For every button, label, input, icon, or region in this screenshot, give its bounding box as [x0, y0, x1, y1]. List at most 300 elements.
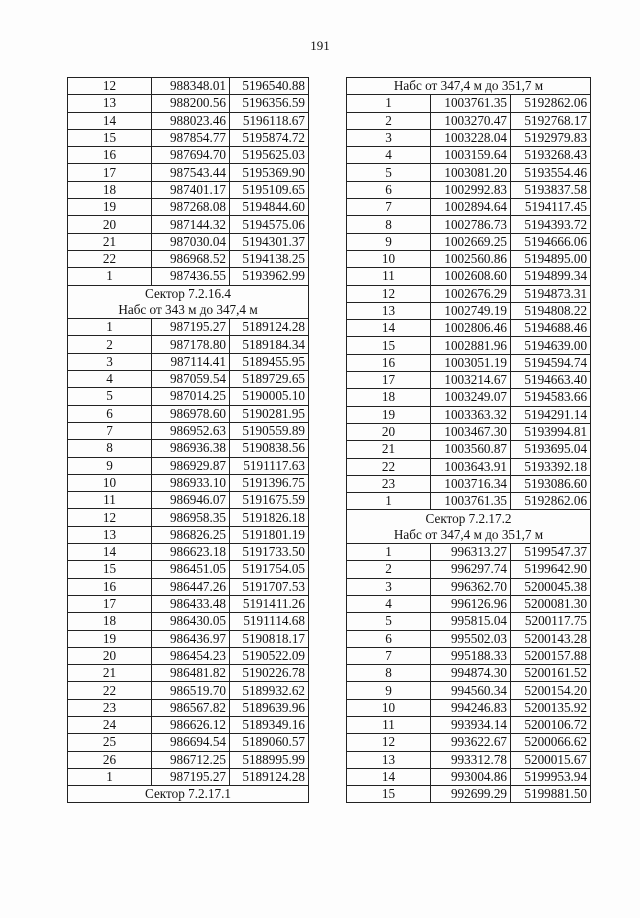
- coordinate-x: 994560.34: [431, 682, 511, 699]
- coordinate-y: 5193837.58: [511, 181, 591, 198]
- coordinate-y: 5199547.37: [511, 544, 591, 561]
- coordinate-y: 5190818.17: [230, 630, 309, 647]
- coordinate-y: 5189455.95: [230, 353, 309, 370]
- coordinate-x: 1003159.64: [431, 147, 511, 164]
- point-number: 15: [347, 786, 431, 803]
- section-header-row: [347, 78, 591, 95]
- coordinate-x: 1003761.35: [431, 493, 511, 510]
- coordinate-x: 987195.27: [152, 768, 230, 785]
- table-row: [68, 613, 309, 630]
- point-number: 15: [68, 129, 152, 146]
- coordinate-x: 986946.07: [152, 492, 230, 509]
- coordinate-x: 987854.77: [152, 129, 230, 146]
- coordinate-x: 1003716.34: [431, 475, 511, 492]
- coordinate-y: 5194117.45: [511, 199, 591, 216]
- coordinate-y: 5190005.10: [230, 388, 309, 405]
- point-number: 8: [68, 440, 152, 457]
- point-number: 14: [68, 112, 152, 129]
- coordinate-y: 5192862.06: [511, 493, 591, 510]
- coordinate-y: 5193268.43: [511, 147, 591, 164]
- point-number: 3: [347, 129, 431, 146]
- coordinate-y: 5191675.59: [230, 492, 309, 509]
- coordinate-y: 5189639.96: [230, 699, 309, 716]
- coordinate-x: 987144.32: [152, 216, 230, 233]
- coordinate-y: 5200143.28: [511, 630, 591, 647]
- coordinate-y: 5200106.72: [511, 716, 591, 733]
- table-row: [68, 526, 309, 543]
- table-row: [68, 268, 309, 285]
- coordinate-y: 5191801.19: [230, 526, 309, 543]
- coordinate-x: 1002749.19: [431, 302, 511, 319]
- coordinate-x: 986451.05: [152, 561, 230, 578]
- coordinate-x: 1002992.83: [431, 181, 511, 198]
- table-row: [68, 78, 309, 95]
- table-row: [68, 371, 309, 388]
- coordinate-x: 987694.70: [152, 147, 230, 164]
- table-row: [68, 699, 309, 716]
- coordinate-y: 5194899.34: [511, 268, 591, 285]
- point-number: 19: [68, 630, 152, 647]
- coordinate-x: 1002786.73: [431, 216, 511, 233]
- coordinate-y: 5193962.99: [230, 268, 309, 285]
- table-row: [347, 647, 591, 664]
- coordinate-y: 5199953.94: [511, 768, 591, 785]
- table-row: [68, 665, 309, 682]
- table-row: [347, 285, 591, 302]
- point-number: 2: [347, 112, 431, 129]
- point-number: 17: [347, 372, 431, 389]
- coordinate-y: 5193392.18: [511, 458, 591, 475]
- table-row: [68, 734, 309, 751]
- coordinates-table-left: [67, 77, 309, 803]
- coordinate-y: 5199881.50: [511, 786, 591, 803]
- coordinate-y: 5190838.56: [230, 440, 309, 457]
- table-row: [68, 647, 309, 664]
- coordinate-y: 5194291.14: [511, 406, 591, 423]
- table-row: [68, 164, 309, 181]
- table-row: [68, 353, 309, 370]
- coordinate-x: 986958.35: [152, 509, 230, 526]
- point-number: 21: [68, 233, 152, 250]
- point-number: 22: [347, 458, 431, 475]
- table-row: [347, 250, 591, 267]
- table-row: [68, 129, 309, 146]
- table-row: [347, 493, 591, 510]
- point-number: 5: [347, 164, 431, 181]
- table-row: [347, 458, 591, 475]
- point-number: 14: [347, 768, 431, 785]
- table-row: [68, 319, 309, 336]
- point-number: 11: [347, 268, 431, 285]
- section-header: Набс от 347,4 м до 351,7 м: [347, 78, 591, 95]
- table-row: [68, 440, 309, 457]
- coordinate-y: 5195625.03: [230, 147, 309, 164]
- point-number: 3: [347, 578, 431, 595]
- coordinate-x: 987543.44: [152, 164, 230, 181]
- table-row: [347, 561, 591, 578]
- table-row: [68, 751, 309, 768]
- coordinate-x: 986933.10: [152, 474, 230, 491]
- coordinate-x: 986433.48: [152, 595, 230, 612]
- point-number: 5: [347, 613, 431, 630]
- point-number: 6: [68, 405, 152, 422]
- point-number: 14: [347, 320, 431, 337]
- coordinate-y: 5188995.99: [230, 751, 309, 768]
- point-number: 10: [68, 474, 152, 491]
- coordinate-y: 5194301.37: [230, 233, 309, 250]
- coordinate-x: 986519.70: [152, 682, 230, 699]
- table-row: [68, 474, 309, 491]
- point-number: 17: [68, 164, 152, 181]
- point-number: 14: [68, 544, 152, 561]
- coordinate-y: 5194594.74: [511, 354, 591, 371]
- point-number: 23: [68, 699, 152, 716]
- coordinate-y: 5194808.22: [511, 302, 591, 319]
- table-row: [347, 129, 591, 146]
- table-row: [68, 336, 309, 353]
- coordinate-y: 5192979.83: [511, 129, 591, 146]
- coordinate-x: 993622.67: [431, 734, 511, 751]
- table-row: [68, 388, 309, 405]
- point-number: 10: [347, 699, 431, 716]
- table-row: [347, 233, 591, 250]
- coordinate-y: 5196118.67: [230, 112, 309, 129]
- coordinate-x: 996313.27: [431, 544, 511, 561]
- point-number: 24: [68, 716, 152, 733]
- point-number: 1: [347, 493, 431, 510]
- table-row: [68, 768, 309, 785]
- table-row: [68, 216, 309, 233]
- table-row: [68, 199, 309, 216]
- coordinate-x: 986481.82: [152, 665, 230, 682]
- coordinate-y: 5193695.04: [511, 441, 591, 458]
- table-row: [347, 423, 591, 440]
- coordinate-y: 5196356.59: [230, 95, 309, 112]
- coordinate-y: 5190522.09: [230, 647, 309, 664]
- coordinate-x: 1003560.87: [431, 441, 511, 458]
- point-number: 26: [68, 751, 152, 768]
- table-row: [68, 682, 309, 699]
- table-row: [347, 406, 591, 423]
- point-number: 20: [68, 216, 152, 233]
- table-row: [347, 699, 591, 716]
- coordinate-x: 987114.41: [152, 353, 230, 370]
- table-row: [347, 682, 591, 699]
- point-number: 6: [347, 630, 431, 647]
- coordinate-x: 987195.27: [152, 319, 230, 336]
- table-row: [68, 595, 309, 612]
- coordinate-x: 1002608.60: [431, 268, 511, 285]
- point-number: 15: [68, 561, 152, 578]
- table-row: [347, 199, 591, 216]
- point-number: 9: [347, 682, 431, 699]
- coordinate-x: 986712.25: [152, 751, 230, 768]
- coordinate-x: 988200.56: [152, 95, 230, 112]
- coordinate-y: 5199642.90: [511, 561, 591, 578]
- table-row: [347, 389, 591, 406]
- coordinate-x: 1003643.91: [431, 458, 511, 475]
- coordinate-x: 1003081.20: [431, 164, 511, 181]
- coordinate-y: 5195369.90: [230, 164, 309, 181]
- coordinate-x: 996297.74: [431, 561, 511, 578]
- coordinate-y: 5195109.65: [230, 181, 309, 198]
- coordinate-x: 987014.25: [152, 388, 230, 405]
- coordinate-x: 987059.54: [152, 371, 230, 388]
- coordinate-x: 986694.54: [152, 734, 230, 751]
- coordinate-x: 988023.46: [152, 112, 230, 129]
- coordinate-x: 1002806.46: [431, 320, 511, 337]
- coordinate-x: 986436.97: [152, 630, 230, 647]
- point-number: 12: [68, 509, 152, 526]
- table-row: [68, 405, 309, 422]
- point-number: 1: [347, 544, 431, 561]
- coordinate-x: 996126.96: [431, 595, 511, 612]
- section-header: Сектор 7.2.17.2: [347, 510, 591, 527]
- coordinate-y: 5189729.65: [230, 371, 309, 388]
- coordinate-x: 986567.82: [152, 699, 230, 716]
- table-row: [347, 786, 591, 803]
- point-number: 11: [68, 492, 152, 509]
- point-number: 1: [68, 768, 152, 785]
- point-number: 13: [347, 302, 431, 319]
- table-row: [347, 302, 591, 319]
- table-row: [347, 181, 591, 198]
- section-header: Набс от 347,4 м до 351,7 м: [347, 527, 591, 544]
- point-number: 7: [347, 647, 431, 664]
- coordinate-y: 5191411.26: [230, 595, 309, 612]
- coordinate-y: 5194575.06: [230, 216, 309, 233]
- table-row: [347, 337, 591, 354]
- coordinate-y: 5200045.38: [511, 578, 591, 595]
- point-number: 5: [68, 388, 152, 405]
- table-row: [347, 441, 591, 458]
- point-number: 11: [347, 716, 431, 733]
- table-row: [68, 509, 309, 526]
- table-row: [347, 768, 591, 785]
- coordinate-x: 994246.83: [431, 699, 511, 716]
- coordinate-y: 5196540.88: [230, 78, 309, 95]
- coordinate-y: 5194666.06: [511, 233, 591, 250]
- coordinate-y: 5200161.52: [511, 665, 591, 682]
- coordinate-x: 1003228.04: [431, 129, 511, 146]
- coordinate-x: 1003214.67: [431, 372, 511, 389]
- table-row: [347, 95, 591, 112]
- point-number: 23: [347, 475, 431, 492]
- point-number: 1: [68, 268, 152, 285]
- table-row: [347, 751, 591, 768]
- table-row: [68, 578, 309, 595]
- coordinate-x: 1002676.29: [431, 285, 511, 302]
- point-number: 12: [347, 734, 431, 751]
- point-number: 19: [68, 199, 152, 216]
- coordinate-y: 5195874.72: [230, 129, 309, 146]
- coordinate-y: 5192862.06: [511, 95, 591, 112]
- point-number: 25: [68, 734, 152, 751]
- table-row: [347, 216, 591, 233]
- page-number: 191: [310, 38, 330, 53]
- coordinate-y: 5191707.53: [230, 578, 309, 595]
- table-row: [347, 320, 591, 337]
- point-number: 7: [347, 199, 431, 216]
- coordinate-x: 986430.05: [152, 613, 230, 630]
- table-row: [347, 147, 591, 164]
- table-row: [347, 354, 591, 371]
- coordinate-x: 992699.29: [431, 786, 511, 803]
- point-number: 4: [68, 371, 152, 388]
- coordinate-x: 986447.26: [152, 578, 230, 595]
- table-row: [347, 578, 591, 595]
- table-row: [347, 630, 591, 647]
- table-row: [68, 233, 309, 250]
- point-number: 1: [347, 95, 431, 112]
- point-number: 22: [68, 250, 152, 267]
- point-number: 22: [68, 682, 152, 699]
- table-row: [68, 716, 309, 733]
- point-number: 12: [68, 78, 152, 95]
- coordinate-y: 5191114.68: [230, 613, 309, 630]
- coordinate-y: 5194688.46: [511, 320, 591, 337]
- point-number: 3: [68, 353, 152, 370]
- table-row: [347, 372, 591, 389]
- coordinate-x: 995502.03: [431, 630, 511, 647]
- point-number: 17: [68, 595, 152, 612]
- table-row: [68, 147, 309, 164]
- coordinate-x: 1002894.64: [431, 199, 511, 216]
- table-row: [68, 630, 309, 647]
- coordinate-y: 5200081.30: [511, 595, 591, 612]
- section-header: Сектор 7.2.17.1: [68, 786, 309, 803]
- coordinate-x: 986929.87: [152, 457, 230, 474]
- coordinate-y: 5200066.62: [511, 734, 591, 751]
- point-number: 20: [68, 647, 152, 664]
- coordinate-y: 5194895.00: [511, 250, 591, 267]
- point-number: 13: [68, 526, 152, 543]
- coordinate-x: 1003051.19: [431, 354, 511, 371]
- coordinate-y: 5190281.95: [230, 405, 309, 422]
- point-number: 21: [347, 441, 431, 458]
- coordinate-x: 994874.30: [431, 665, 511, 682]
- point-number: 8: [347, 216, 431, 233]
- section-header-row: [68, 285, 309, 302]
- coordinate-x: 986968.52: [152, 250, 230, 267]
- coordinate-y: 5200015.67: [511, 751, 591, 768]
- table-row: [68, 457, 309, 474]
- point-number: 18: [68, 181, 152, 198]
- point-number: 16: [68, 578, 152, 595]
- coordinate-y: 5189932.62: [230, 682, 309, 699]
- coordinate-x: 1003467.30: [431, 423, 511, 440]
- coordinate-x: 995815.04: [431, 613, 511, 630]
- coordinate-x: 1002881.96: [431, 337, 511, 354]
- section-header-row: [347, 527, 591, 544]
- coordinate-y: 5200135.92: [511, 699, 591, 716]
- coordinate-x: 986826.25: [152, 526, 230, 543]
- coordinate-y: 5192768.17: [511, 112, 591, 129]
- coordinate-y: 5190559.89: [230, 422, 309, 439]
- point-number: 13: [347, 751, 431, 768]
- coordinate-y: 5191396.75: [230, 474, 309, 491]
- table-row: [347, 544, 591, 561]
- coordinate-x: 987436.55: [152, 268, 230, 285]
- table-row: [347, 268, 591, 285]
- table-row: [347, 595, 591, 612]
- coordinate-x: 1002560.86: [431, 250, 511, 267]
- coordinate-x: 993934.14: [431, 716, 511, 733]
- point-number: 9: [347, 233, 431, 250]
- table-row: [68, 95, 309, 112]
- point-number: 2: [68, 336, 152, 353]
- coordinate-y: 5190226.78: [230, 665, 309, 682]
- point-number: 6: [347, 181, 431, 198]
- coordinate-y: 5194844.60: [230, 199, 309, 216]
- table-row: [347, 716, 591, 733]
- coordinate-y: 5200117.75: [511, 613, 591, 630]
- coordinate-y: 5193994.81: [511, 423, 591, 440]
- coordinate-x: 988348.01: [152, 78, 230, 95]
- table-row: [68, 561, 309, 578]
- point-number: 4: [347, 147, 431, 164]
- coordinate-y: 5200157.88: [511, 647, 591, 664]
- point-number: 16: [347, 354, 431, 371]
- coordinate-x: 986626.12: [152, 716, 230, 733]
- table-row: [68, 544, 309, 561]
- coordinate-y: 5189184.34: [230, 336, 309, 353]
- coordinate-y: 5193086.60: [511, 475, 591, 492]
- coordinate-x: 995188.33: [431, 647, 511, 664]
- point-number: 19: [347, 406, 431, 423]
- table-row: [68, 422, 309, 439]
- point-number: 18: [68, 613, 152, 630]
- coordinate-y: 5194393.72: [511, 216, 591, 233]
- table-row: [347, 475, 591, 492]
- coordinate-x: 987178.80: [152, 336, 230, 353]
- coordinate-x: 993312.78: [431, 751, 511, 768]
- coordinate-y: 5194873.31: [511, 285, 591, 302]
- table-row: [68, 250, 309, 267]
- coordinate-y: 5189124.28: [230, 319, 309, 336]
- section-header-row: [68, 786, 309, 803]
- section-header-row: [68, 302, 309, 319]
- point-number: 8: [347, 665, 431, 682]
- coordinates-table-right: [346, 77, 591, 803]
- coordinate-y: 5194138.25: [230, 250, 309, 267]
- coordinate-y: 5191117.63: [230, 457, 309, 474]
- coordinate-x: 1002669.25: [431, 233, 511, 250]
- table-row: [68, 112, 309, 129]
- coordinate-y: 5194583.66: [511, 389, 591, 406]
- point-number: 4: [347, 595, 431, 612]
- table-row: [347, 164, 591, 181]
- table-row: [347, 734, 591, 751]
- table-row: [68, 492, 309, 509]
- point-number: 16: [68, 147, 152, 164]
- point-number: 18: [347, 389, 431, 406]
- section-header-row: [347, 510, 591, 527]
- table-row: [68, 181, 309, 198]
- coordinate-x: 1003761.35: [431, 95, 511, 112]
- coordinate-x: 993004.86: [431, 768, 511, 785]
- table-row: [347, 613, 591, 630]
- coordinate-y: 5191754.05: [230, 561, 309, 578]
- section-header: Сектор 7.2.16.4: [68, 285, 309, 302]
- coordinate-y: 5193554.46: [511, 164, 591, 181]
- point-number: 21: [68, 665, 152, 682]
- point-number: 15: [347, 337, 431, 354]
- point-number: 7: [68, 422, 152, 439]
- coordinate-y: 5194639.00: [511, 337, 591, 354]
- coordinate-x: 1003270.47: [431, 112, 511, 129]
- coordinate-y: 5191733.50: [230, 544, 309, 561]
